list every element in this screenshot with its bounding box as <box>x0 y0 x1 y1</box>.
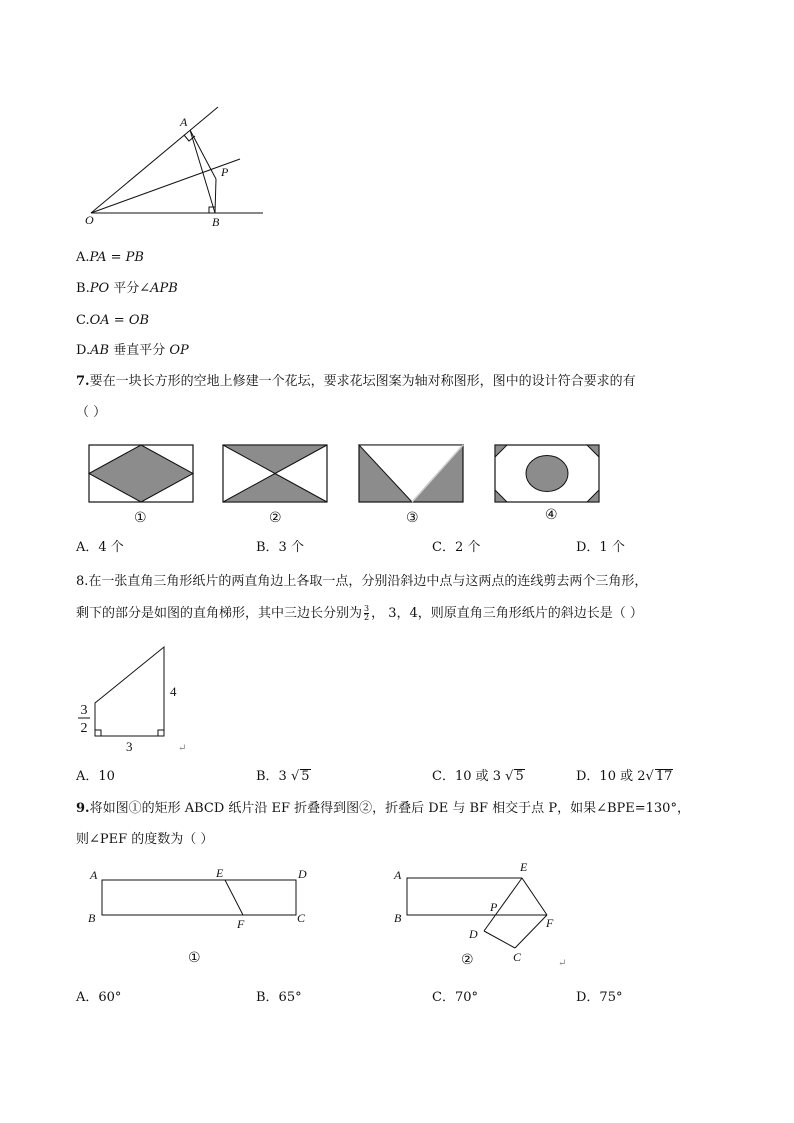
right-angle-mark-right <box>158 730 164 736</box>
design-1-label: ① <box>134 510 147 526</box>
segment-ab <box>190 130 215 213</box>
point-a-label: A <box>180 115 188 129</box>
bottom-side-label: 3 <box>126 739 133 754</box>
right-angle-mark-left <box>95 730 101 736</box>
q9-option-d: D．75° <box>576 990 623 1005</box>
fig1-point-e: E <box>216 866 224 880</box>
q7-stem-line2: （ ） <box>76 405 107 420</box>
fig2-point-p: P <box>490 900 498 914</box>
point-b-label: B <box>212 215 220 229</box>
q6-option-a: A.PA = PB <box>76 250 144 265</box>
q7-option-a: A．4 个 <box>76 540 124 555</box>
design-3-label: ③ <box>406 510 419 526</box>
q8-option-d: D．10 或 2√ 17 <box>576 769 673 784</box>
q9-option-c: C．70° <box>432 990 478 1005</box>
q6-option-d: D.AB 垂直平分 OP <box>76 343 189 358</box>
folding-rectangle-figures <box>80 860 580 975</box>
q7-stem-line1: 7.要在一块长方形的空地上修建一个花坛，要求花坛图案为轴对称图形，图中的设计符合要求的有 <box>76 374 636 389</box>
fig1-point-b: B <box>88 911 96 925</box>
fig2-point-c: C <box>513 950 522 964</box>
design-2-label: ② <box>269 510 282 526</box>
design-4-label: ④ <box>545 507 558 523</box>
fig2-label: ② <box>461 952 474 968</box>
q8-option-b: B．3 √ 5 <box>256 769 310 784</box>
design-3-v-shape <box>359 445 463 502</box>
q9-option-a: A．60° <box>76 990 122 1005</box>
fig2-return-mark: ↵ <box>558 958 567 969</box>
fig2-point-a: A <box>394 868 402 882</box>
flower-bed-designs <box>86 442 606 528</box>
q8-stem-line2: 剩下的部分是如图的直角梯形，其中三边长分别为 $\frac{3}{2}$ ， 3，4，则原直角三角形纸片的斜边长是（ ） <box>76 604 643 622</box>
ray-op <box>91 159 240 213</box>
design-4-circle <box>495 445 599 502</box>
point-p-label: P <box>221 165 229 179</box>
point-o-label: O <box>85 213 94 227</box>
fig1-point-d: D <box>298 867 307 881</box>
q9-option-b: B．65° <box>256 990 302 1005</box>
fig2-point-b: B <box>394 911 402 925</box>
q8-stem-line1: 8.在一张直角三角形纸片的两直角边上各取一点，分别沿斜边中点与这两点的连线剪去两个三角形， <box>76 574 648 589</box>
fig1-point-c: C <box>297 911 306 925</box>
q7-option-c: C．2 个 <box>432 540 481 555</box>
fraction-three-halves: $\frac{3}{2}$ <box>364 604 370 622</box>
angle-bisector-figure <box>80 100 280 235</box>
q9-stem-line1: 9.将如图①的矩形 ABCD 纸片沿 EF 折叠得到图②，折叠后 DE 与 BF 相交于点 P，如果∠BPE=130°， <box>76 801 690 816</box>
segment-pb <box>215 179 216 213</box>
q9-stem-line2: 则∠PEF 的度数为（ ） <box>76 832 214 847</box>
fig2-point-d: D <box>469 927 478 941</box>
figure-1-rectangle <box>102 880 296 915</box>
trapezoid-outline <box>95 647 164 736</box>
design-2-hourglass <box>223 445 327 502</box>
fig1-point-f: F <box>237 917 245 931</box>
q6-option-c: C.OA = OB <box>76 313 150 328</box>
q8-option-c: C．10 或 3 √ 5 <box>432 769 524 784</box>
right-side-label: 4 <box>170 684 177 699</box>
q8-option-a: A．10 <box>76 769 115 784</box>
fig2-point-e: E <box>520 860 528 874</box>
q7-option-b: B．3 个 <box>256 540 304 555</box>
return-mark: ↵ <box>178 743 187 754</box>
right-trapezoid-figure <box>74 640 194 760</box>
left-side-numerator: 3 <box>80 703 88 718</box>
left-side-denominator: 2 <box>80 721 88 736</box>
fig1-label: ① <box>188 950 201 966</box>
q6-option-b: B.PO 平分∠APB <box>76 281 178 296</box>
fig2-point-f: F <box>546 916 554 930</box>
q7-option-d: D．1 个 <box>576 540 625 555</box>
fig1-point-a: A <box>90 868 98 882</box>
design-1-rhombus <box>89 445 193 502</box>
